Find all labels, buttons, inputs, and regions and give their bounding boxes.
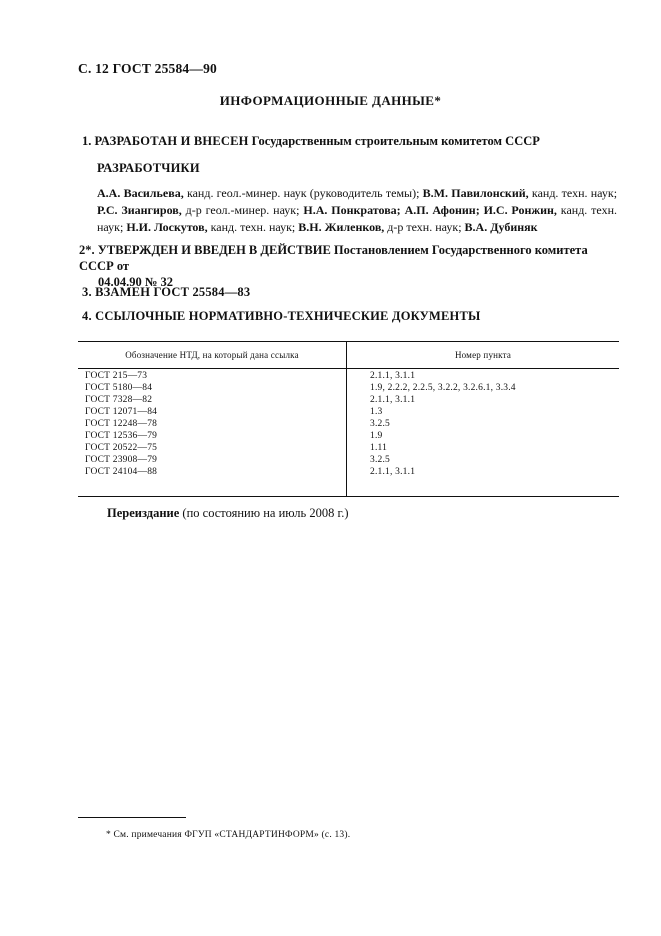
developer-name: А.П. Афонин; bbox=[404, 203, 480, 217]
table-rule-header bbox=[78, 368, 619, 369]
developer-name: А.А. Васильева, bbox=[97, 186, 184, 200]
reprint-text: (по состоянию на июль 2008 г.) bbox=[182, 506, 349, 520]
table-column-divider bbox=[346, 341, 347, 497]
table-cell-document: ГОСТ 24104—88 bbox=[85, 467, 158, 477]
table-cell-clauses: 3.2.5 bbox=[370, 419, 390, 429]
table-cell-clauses: 1.3 bbox=[370, 407, 383, 417]
reprint-label: Переиздание bbox=[107, 506, 180, 520]
developer-name: И.С. Ронжин, bbox=[483, 203, 557, 217]
developer-name: В.Н. Жиленков, bbox=[298, 220, 385, 234]
section-4: 4. ССЫЛОЧНЫЕ НОРМАТИВНО-ТЕХНИЧЕСКИЕ ДОКУМЕНТЫ bbox=[82, 309, 481, 323]
table-rule-bottom bbox=[78, 496, 619, 497]
table-cell-clauses: 2.1.1, 3.1.1 bbox=[370, 371, 416, 381]
table-cell-clauses: 1.11 bbox=[370, 443, 388, 453]
developer-name: Н.А. Понкратова; bbox=[303, 203, 401, 217]
developer-name: В.М. Павилонский, bbox=[422, 186, 529, 200]
table-cell-document: ГОСТ 23908—79 bbox=[85, 455, 158, 465]
developer-role: д-р геол.-минер. наук; bbox=[185, 203, 300, 217]
reference-table bbox=[78, 341, 619, 497]
section-1 bbox=[82, 134, 540, 149]
table-cell-clauses: 1.9, 2.2.2, 2.2.5, 3.2.2, 3.2.6.1, 3.3.4 bbox=[370, 383, 516, 393]
footnote: * См. примечания ФГУП «СТАНДАРТИНФОРМ» (с. 13). bbox=[106, 830, 351, 840]
footnote-rule bbox=[78, 817, 186, 818]
section-1-number: 1. bbox=[82, 134, 92, 148]
table-cell-document: ГОСТ 20522—75 bbox=[85, 443, 158, 453]
developer-role: канд. техн. наук; bbox=[531, 186, 618, 200]
developers-heading: РАЗРАБОТЧИКИ bbox=[97, 161, 200, 175]
developer-role: канд. геол.-минер. наук (руководитель темы); bbox=[186, 186, 420, 200]
table-cell-clauses: 2.1.1, 3.1.1 bbox=[370, 467, 416, 477]
table-cell-document: ГОСТ 12248—78 bbox=[85, 419, 158, 429]
developers-list bbox=[97, 185, 617, 236]
section-1-caption: РАЗРАБОТАН И ВНЕСЕН bbox=[94, 134, 249, 148]
section-3: 3. ВЗАМЕН ГОСТ 25584—83 bbox=[82, 285, 251, 299]
table-cell-document: ГОСТ 5180—84 bbox=[85, 383, 153, 393]
table-cell-clauses: 3.2.5 bbox=[370, 455, 390, 465]
developer-name: Р.С. Зиангиров, bbox=[97, 203, 182, 217]
developer-name: В.А. Дубиняк bbox=[464, 220, 538, 234]
table-cell-clauses: 2.1.1, 3.1.1 bbox=[370, 395, 416, 405]
table-column-documents bbox=[85, 370, 340, 478]
table-rule-top bbox=[78, 341, 619, 342]
table-header-clause: Номер пункта bbox=[454, 350, 512, 360]
page-title: ИНФОРМАЦИОННЫЕ ДАННЫЕ* bbox=[219, 93, 442, 108]
reprint-note bbox=[107, 506, 348, 521]
section-1-text: Государственным строительным комитетом СССР bbox=[251, 134, 540, 148]
running-head: С. 12 ГОСТ 25584—90 bbox=[78, 61, 217, 76]
table-header-document: Обозначение НТД, на который дана ссылка bbox=[125, 350, 299, 360]
developer-role: канд. техн. наук; bbox=[97, 203, 618, 234]
table-cell-clauses: 1.9 bbox=[370, 431, 383, 441]
table-cell-document: ГОСТ 12536—79 bbox=[85, 431, 158, 441]
developer-role: канд. техн. наук; bbox=[210, 220, 296, 234]
developer-name: Н.И. Лоскутов, bbox=[126, 220, 208, 234]
table-cell-document: ГОСТ 7328—82 bbox=[85, 395, 153, 405]
developer-role: д-р техн. наук; bbox=[387, 220, 462, 234]
section-2-line1: УТВЕРЖДЕН И ВВЕДЕН В ДЕЙСТВИЕ Постановлением Государственного комитета СССР от bbox=[79, 243, 588, 273]
table-column-clauses bbox=[370, 370, 615, 478]
section-2-line2: 04.04.90 № 32 bbox=[98, 275, 174, 289]
table-cell-document: ГОСТ 215—73 bbox=[85, 371, 148, 381]
section-2-number: 2*. bbox=[79, 243, 95, 257]
section-2 bbox=[79, 242, 619, 290]
table-cell-document: ГОСТ 12071—84 bbox=[85, 407, 158, 417]
